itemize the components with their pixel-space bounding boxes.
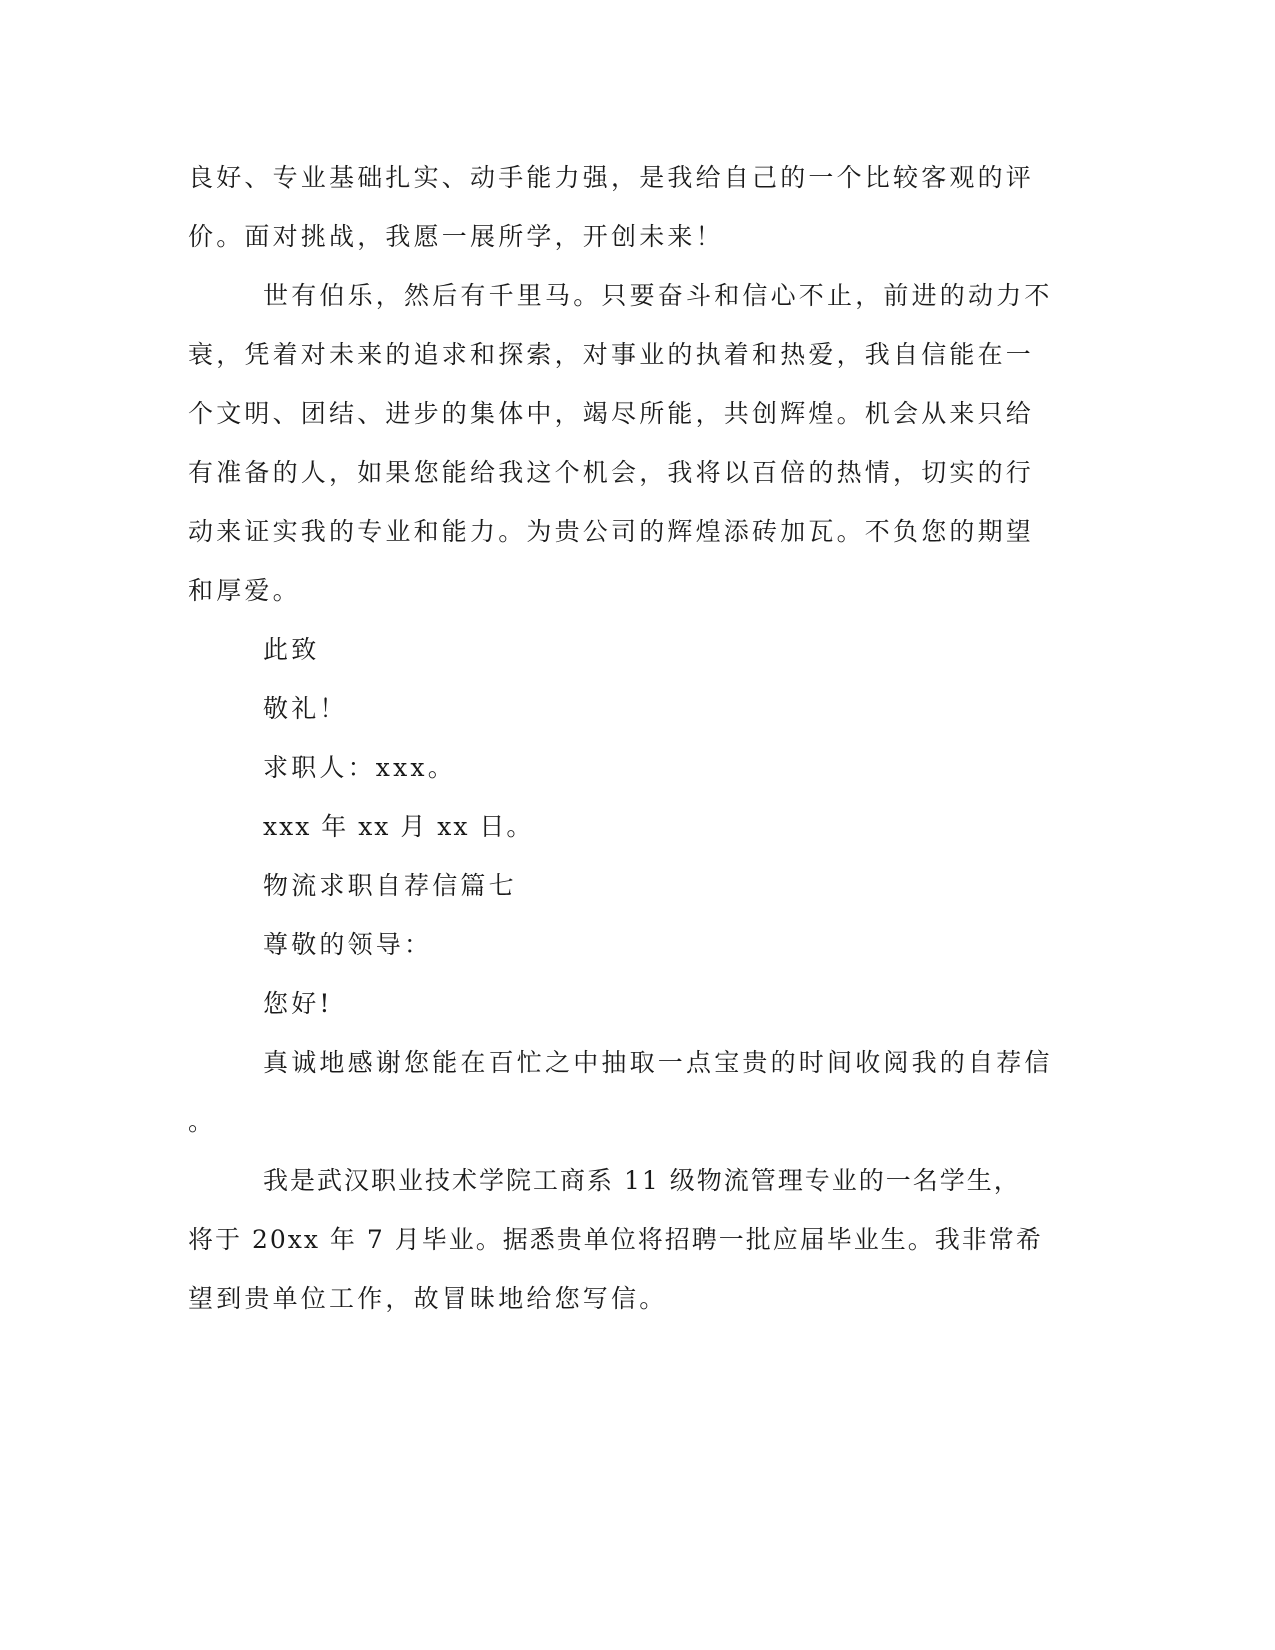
letter-date: xxx 年 xx 月 xx 日。	[263, 812, 534, 841]
paragraph-line: 望到贵单位工作，故冒昧地给您写信。	[188, 1284, 668, 1313]
closing-regards: 敬礼！	[263, 694, 348, 723]
paragraph-line: 衰，凭着对未来的追求和探索，对事业的执着和热爱，我自信能在一	[188, 340, 1035, 369]
applicant-signature: 求职人：xxx。	[263, 753, 456, 782]
letter-greeting: 尊敬的领导：	[263, 930, 433, 959]
paragraph-line: 世有伯乐，然后有千里马。只要奋斗和信心不止，前进的动力不	[263, 281, 1053, 310]
letter-hello: 您好!	[263, 989, 333, 1018]
paragraph-line: 和厚爱。	[188, 576, 301, 605]
closing-salutation: 此致	[263, 635, 320, 664]
section-heading: 物流求职自荐信篇七	[263, 871, 517, 900]
paragraph-line: 动来证实我的专业和能力。为贵公司的辉煌添砖加瓦。不负您的期望	[188, 517, 1035, 546]
paragraph-line: 个文明、团结、进步的集体中，竭尽所能，共创辉煌。机会从来只给	[188, 399, 1035, 428]
paragraph-line: 价。面对挑战，我愿一展所学，开创未来！	[188, 222, 724, 251]
paragraph-line: 。	[188, 1107, 217, 1136]
paragraph-line: 将于 20xx 年 7 月毕业。据悉贵单位将招聘一批应届毕业生。我非常希	[188, 1225, 1043, 1254]
paragraph-line: 真诚地感谢您能在百忙之中抽取一点宝贵的时间收阅我的自荐信	[263, 1048, 1053, 1077]
paragraph-line: 我是武汉职业技术学院工商系 11 级物流管理专业的一名学生，	[263, 1166, 1021, 1195]
paragraph-line: 良好、专业基础扎实、动手能力强，是我给自己的一个比较客观的评	[188, 163, 1035, 192]
paragraph-line: 有准备的人，如果您能给我这个机会，我将以百倍的热情，切实的行	[188, 458, 1035, 487]
